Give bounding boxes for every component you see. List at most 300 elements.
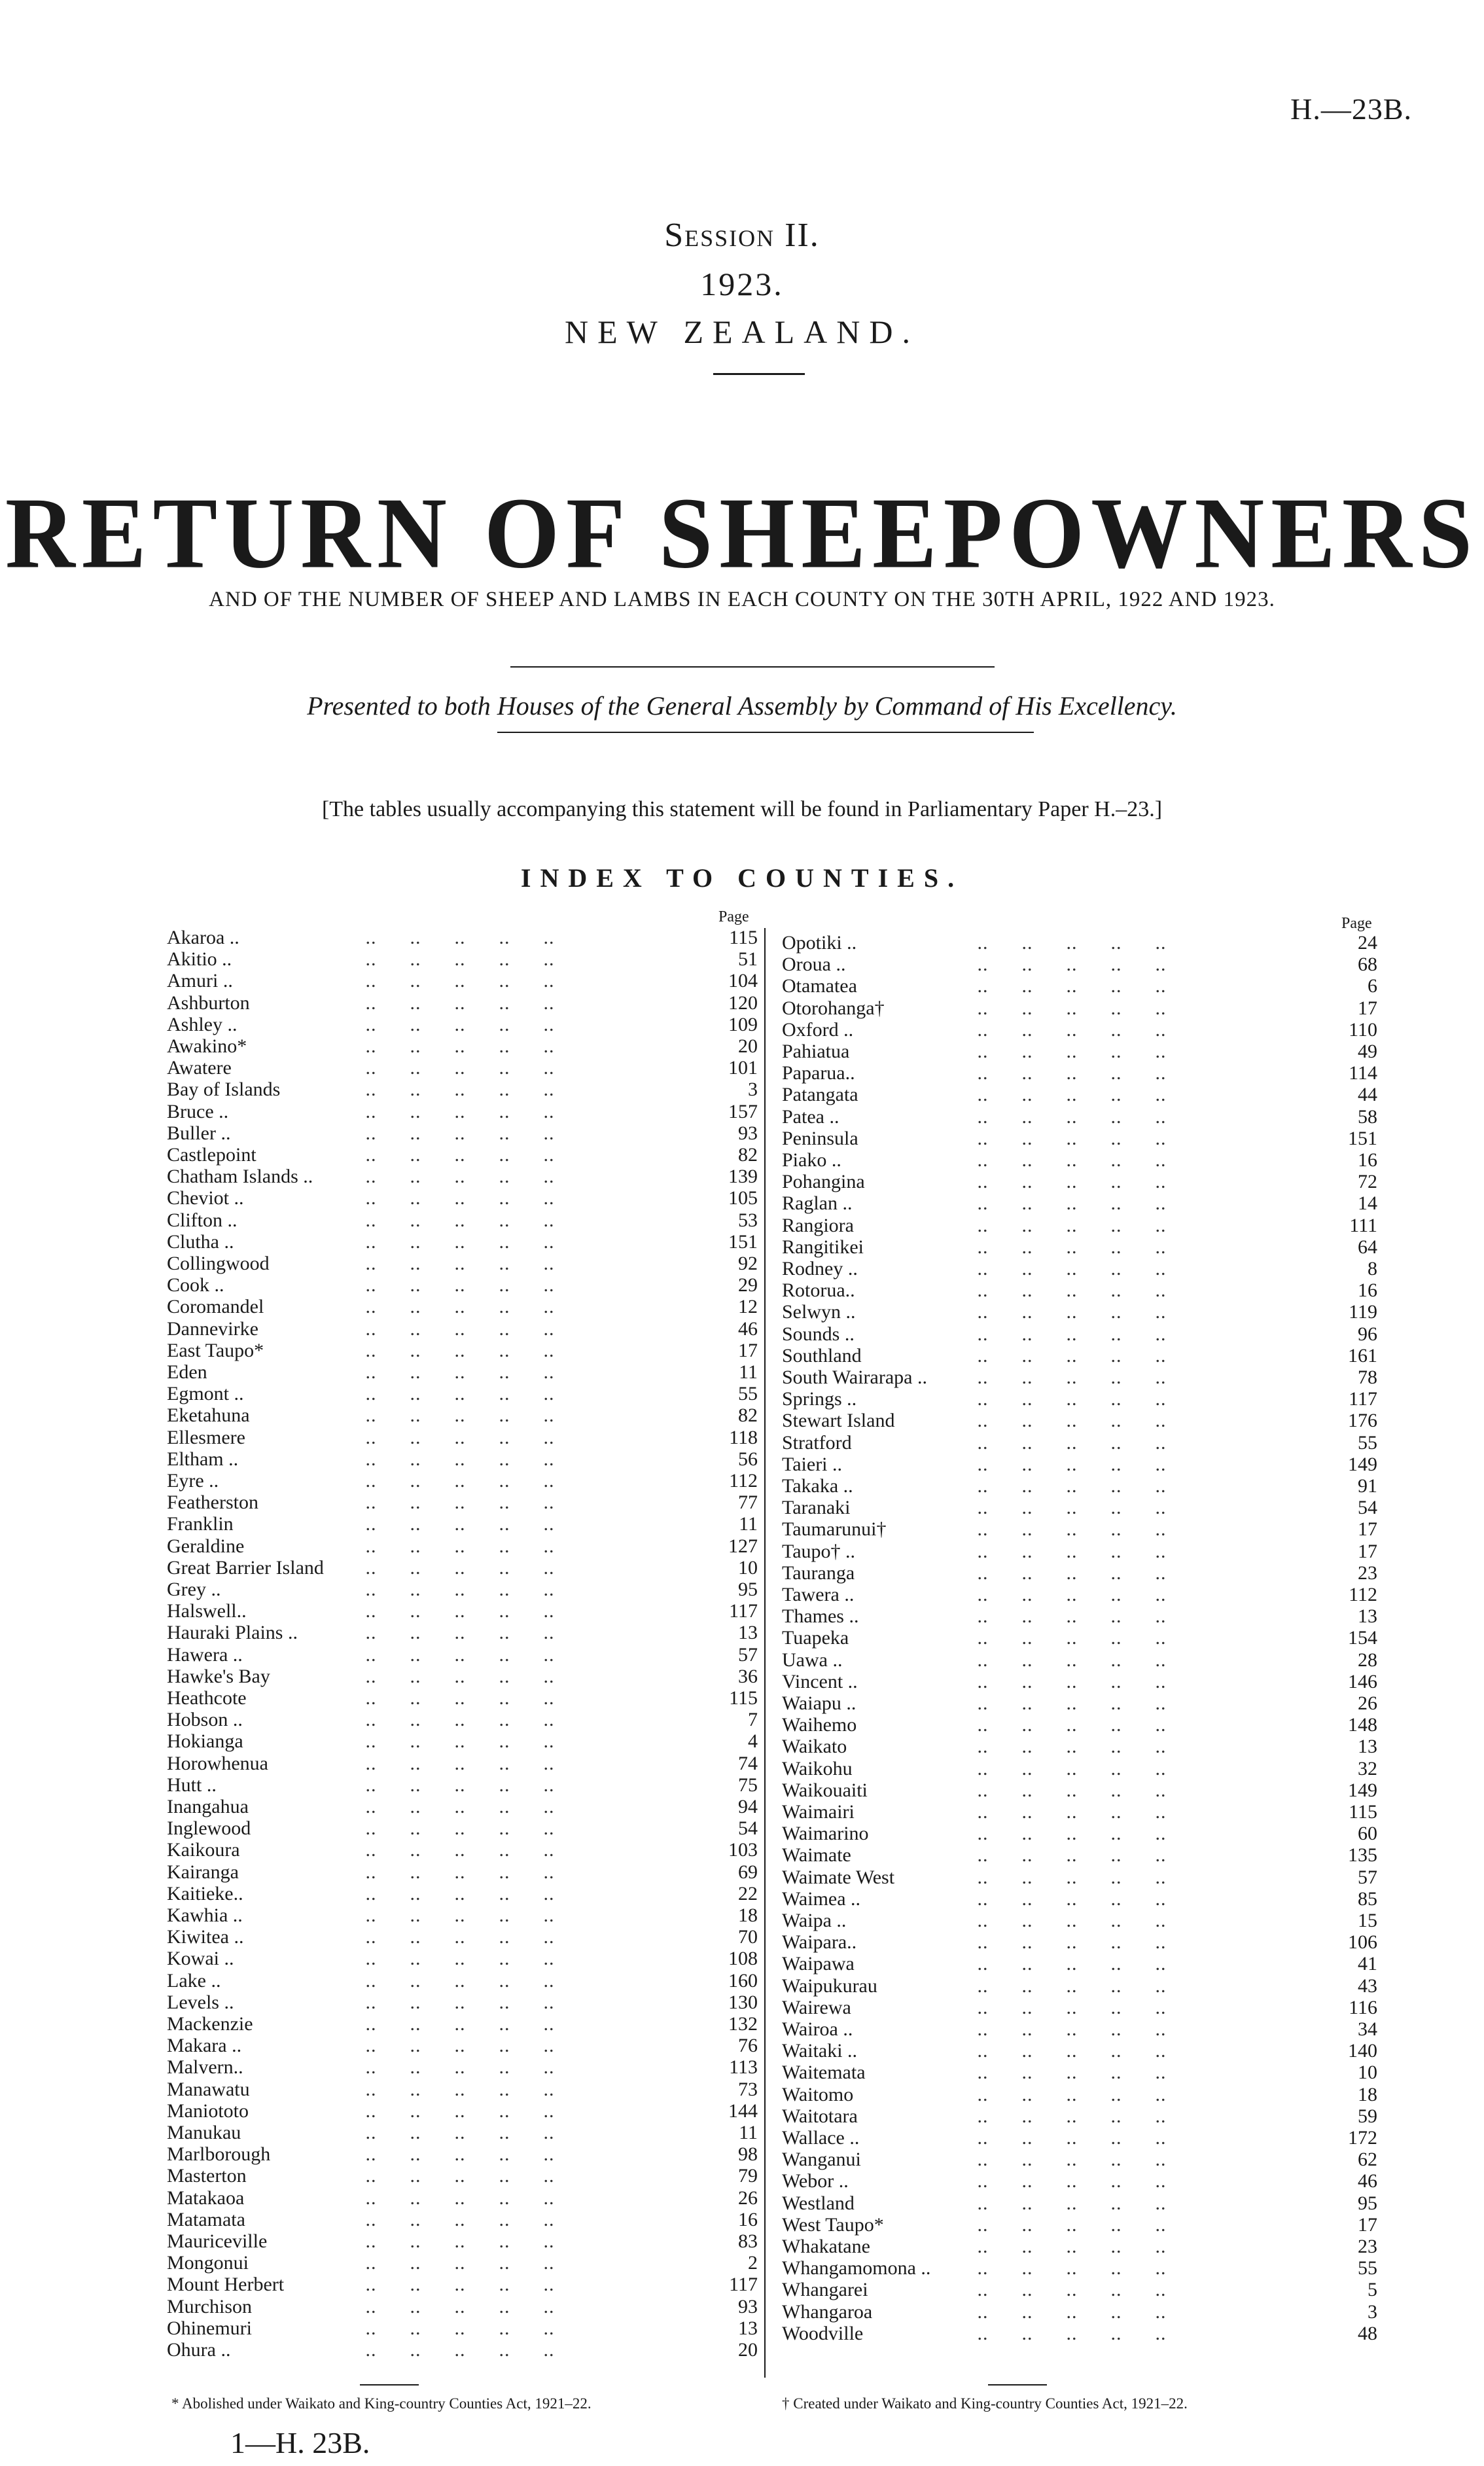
county-entry [782,1301,1384,1323]
leader-dots: .. .. .. .. .. [360,2339,555,2361]
county-name: Halswell.. [167,1600,247,1622]
county-name: Thames .. [782,1605,859,1628]
county-page-number: 6 [1368,975,1377,997]
county-entry [167,2317,764,2339]
leader-dots: .. .. .. .. .. [972,2300,1167,2323]
county-page-number: 20 [738,2339,758,2361]
leader-dots: .. .. .. .. .. [972,2083,1167,2105]
county-entry [167,2143,764,2165]
county-page-number: 46 [738,1317,758,1340]
county-page-number: 53 [738,1209,758,1231]
county-page-number: 2 [748,2252,758,2274]
leader-dots: .. .. .. .. .. [972,1975,1167,1997]
county-entry [782,1671,1384,1692]
page-column-header-left: Page [718,908,749,925]
leader-dots: .. .. .. .. .. [972,2213,1167,2236]
leader-dots: .. .. .. .. .. [972,1996,1167,2018]
leader-dots: .. .. .. .. .. [360,1752,555,1774]
leader-dots: .. .. .. .. .. [972,1127,1167,1149]
county-page-number: 108 [728,1948,758,1970]
leader-dots: .. .. .. .. .. [972,1084,1167,1106]
county-name: Ashley .. [167,1013,238,1035]
county-entry [782,1215,1384,1236]
county-page-number: 74 [738,1752,758,1774]
leader-dots: .. .. .. .. .. [972,2322,1167,2344]
county-entry [782,2062,1384,2083]
county-page-number: 140 [1348,2040,1377,2062]
leader-dots: .. .. .. .. .. [972,1388,1167,1410]
leader-dots: .. .. .. .. .. [972,1953,1167,1975]
county-entry [167,1187,764,1209]
county-page-number: 146 [1348,1670,1377,1692]
county-entry [167,1035,764,1057]
county-name: Horowhenua [167,1752,268,1774]
county-name: Wanganui [782,2149,861,2171]
county-name: Tauranga [782,1562,855,1584]
leader-dots: .. .. .. .. .. [972,1714,1167,1736]
county-name: Paparua.. [782,1062,855,1084]
county-entry [782,1041,1384,1062]
county-entry [782,1562,1384,1584]
county-name: Masterton [167,2165,247,2187]
leader-dots: .. .. .. .. .. [972,1041,1167,1062]
leader-dots: .. .. .. .. .. [360,1861,555,1883]
county-page-number: 49 [1358,1041,1377,1062]
leader-dots: .. .. .. .. .. [360,1622,555,1644]
leader-dots: .. .. .. .. .. [360,1187,555,1209]
county-entry [782,1367,1384,1388]
leader-dots: .. .. .. .. .. [360,1579,555,1600]
county-page-number: 54 [1358,1497,1377,1519]
leader-dots: .. .. .. .. .. [972,2279,1167,2301]
county-page-number: 95 [738,1579,758,1600]
leader-dots: .. .. .. .. .. [360,1166,555,1188]
county-name: East Taupo* [167,1339,264,1361]
county-page-number: 34 [1358,2018,1377,2040]
county-entry [782,1975,1384,1997]
county-name: Patea .. [782,1105,839,1128]
county-name: Otorohanga† [782,997,885,1019]
county-name: West Taupo* [782,2213,884,2236]
county-page-number: 3 [1368,2300,1377,2323]
leader-dots: .. .. .. .. .. [972,2192,1167,2214]
county-entry [167,2056,764,2078]
county-name: Hutt .. [167,1774,217,1796]
leader-dots: .. .. .. .. .. [360,1665,555,1687]
leader-dots: .. .. .. .. .. [972,1584,1167,1605]
county-page-number: 132 [728,2013,758,2035]
county-page-number: 23 [1358,1562,1377,1584]
leader-dots: .. .. .. .. .. [360,948,555,971]
county-entry [167,1774,764,1796]
county-entry [782,2323,1384,2344]
county-entry [167,1470,764,1492]
county-name: Waimate [782,1844,851,1867]
leader-dots: .. .. .. .. .. [360,1492,555,1514]
leader-dots: .. .. .. .. .. [360,1643,555,1666]
index-heading: INDEX TO COUNTIES. [520,863,964,893]
leader-dots: .. .. .. .. .. [360,1144,555,1166]
county-page-number: 115 [729,927,758,948]
county-page-number: 98 [738,2143,758,2166]
county-entry [167,1622,764,1643]
leader-dots: .. .. .. .. .. [972,932,1167,954]
leader-dots: .. .. .. .. .. [972,2149,1167,2171]
county-page-number: 11 [739,2122,758,2143]
county-entry [782,2170,1384,2192]
county-page-number: 60 [1358,1823,1377,1845]
leader-dots: .. .. .. .. .. [972,1518,1167,1541]
county-entry [782,997,1384,1019]
leader-dots: .. .. .. .. .. [972,1367,1167,1388]
county-entry [782,1714,1384,1736]
county-entry [167,1992,764,2013]
county-page-number: 103 [728,1839,758,1861]
county-page-number: 17 [738,1339,758,1361]
county-page-number: 172 [1348,2127,1377,2149]
county-page-number: 115 [1349,1801,1377,1823]
county-name: Akaroa .. [167,927,239,948]
county-page-number: 17 [1358,1540,1377,1562]
county-name: Chatham Islands .. [167,1166,313,1188]
county-name: Pohangina [782,1171,865,1193]
county-entry [167,1666,764,1687]
county-page-number: 26 [1358,1692,1377,1714]
leader-dots: .. .. .. .. .. [972,1018,1167,1041]
county-name: Stratford [782,1431,852,1454]
county-name: Bruce .. [167,1100,229,1122]
county-entry [167,1144,764,1166]
divider-rule [497,732,1034,733]
county-page-number: 3 [748,1079,758,1101]
county-page-number: 79 [738,2165,758,2187]
county-entry [782,1084,1384,1105]
county-name: Tuapeka [782,1627,849,1649]
leader-dots: .. .. .. .. .. [972,1431,1167,1454]
county-name: Makara .. [167,2035,242,2057]
leader-dots: .. .. .. .. .. [972,1562,1167,1584]
county-page-number: 26 [738,2187,758,2209]
county-name: Waipawa [782,1953,855,1975]
county-name: Manawatu [167,2078,250,2100]
leader-dots: .. .. .. .. .. [360,2056,555,2079]
county-page-number: 93 [738,2295,758,2317]
county-page-number: 112 [1349,1584,1377,1605]
leader-dots: .. .. .. .. .. [360,1882,555,1904]
county-page-number: 41 [1358,1953,1377,1975]
session-label: Session II. [664,217,820,254]
leader-dots: .. .. .. .. .. [360,1035,555,1057]
county-entry [782,1128,1384,1149]
county-name: Rodney .. [782,1258,858,1279]
leader-dots: .. .. .. .. .. [360,2165,555,2187]
leader-dots: .. .. .. .. .. [360,2230,555,2252]
county-page-number: 58 [1358,1105,1377,1128]
leader-dots: .. .. .. .. .. [972,1866,1167,1888]
county-name: Maniototo [167,2100,249,2122]
county-name: Rangitikei [782,1236,864,1258]
county-page-number: 149 [1348,1779,1377,1801]
county-page-number: 20 [738,1035,758,1057]
leader-dots: .. .. .. .. .. [360,2035,555,2057]
county-name: Manukau [167,2122,241,2143]
county-page-number: 160 [728,1969,758,1992]
county-page-number: 24 [1358,932,1377,954]
county-page-number: 46 [1358,2170,1377,2192]
county-page-number: 96 [1358,1323,1377,1345]
county-page-number: 75 [738,1774,758,1796]
county-page-number: 11 [739,1361,758,1383]
county-page-number: 57 [738,1643,758,1666]
county-entry [167,1231,764,1253]
county-name: Taieri .. [782,1453,843,1475]
page-column-header-right: Page [1341,915,1372,932]
county-page-number: 17 [1358,2213,1377,2236]
county-page-number: 18 [738,1904,758,1926]
leader-dots: .. .. .. .. .. [972,997,1167,1019]
county-entry [782,2149,1384,2170]
leader-dots: .. .. .. .. .. [972,2062,1167,2084]
county-name: Takaka .. [782,1475,853,1497]
county-page-number: 104 [728,970,758,992]
county-entry [782,2192,1384,2214]
county-name: Marlborough [167,2143,271,2166]
leader-dots: .. .. .. .. .. [972,1192,1167,1215]
county-name: Clifton .. [167,1209,238,1231]
county-entry [167,1796,764,1817]
footnote-created: † Created under Waikato and King-country Counties Act, 1921–22. [782,2395,1188,2412]
county-page-number: 149 [1348,1453,1377,1475]
county-name: Eketahuna [167,1404,250,1427]
leader-dots: .. .. .. .. .. [360,1339,555,1361]
county-entry [782,1323,1384,1345]
leader-dots: .. .. .. .. .. [360,970,555,992]
leader-dots: .. .. .. .. .. [360,992,555,1014]
leader-dots: .. .. .. .. .. [972,1323,1167,1345]
county-entry [782,975,1384,997]
county-page-number: 76 [738,2035,758,2057]
county-entry [782,1736,1384,1757]
county-name: Rotorua.. [782,1279,855,1302]
leader-dots: .. .. .. .. .. [360,1774,555,1796]
county-page-number: 22 [738,1882,758,1904]
county-page-number: 176 [1348,1410,1377,1432]
county-page-number: 44 [1358,1084,1377,1106]
county-entry [167,1730,764,1752]
county-name: Piako .. [782,1149,841,1171]
county-name: Mount Herbert [167,2274,285,2296]
leader-dots: .. .. .. .. .. [360,2013,555,2035]
county-name: Taranaki [782,1497,851,1519]
county-entry [167,2035,764,2056]
county-name: Kaikoura [167,1839,240,1861]
county-name: Hawera .. [167,1643,243,1666]
county-entry [167,1492,764,1513]
county-name: Collingwood [167,1253,270,1274]
county-name: Waimarino [782,1823,869,1845]
county-name: Wairoa .. [782,2018,853,2040]
county-page-number: 68 [1358,954,1377,976]
leader-dots: .. .. .. .. .. [972,1475,1167,1497]
leader-dots: .. .. .. .. .. [972,1105,1167,1128]
leader-dots: .. .. .. .. .. [360,1513,555,1535]
county-page-number: 109 [728,1013,758,1035]
leader-dots: .. .. .. .. .. [972,1344,1167,1367]
county-name: Uawa .. [782,1649,843,1671]
county-page-number: 113 [729,2056,758,2079]
county-name: Matamata [167,2208,245,2230]
county-page-number: 116 [1349,1996,1377,2018]
county-entry [167,1404,764,1426]
county-page-number: 55 [1358,2257,1377,2279]
county-name: Geraldine [167,1535,245,1557]
leader-dots: .. .. .. .. .. [360,927,555,948]
leader-dots: .. .. .. .. .. [360,1361,555,1383]
leader-dots: .. .. .. .. .. [972,1149,1167,1171]
county-name: Waimairi [782,1801,855,1823]
county-name: Whangaroa [782,2300,873,2323]
county-name: Ohinemuri [167,2317,252,2339]
county-page-number: 57 [1358,1866,1377,1888]
county-entry [782,2018,1384,2040]
leader-dots: .. .. .. .. .. [972,1692,1167,1714]
county-name: Bay of Islands [167,1079,281,1101]
county-name: Malvern.. [167,2056,243,2079]
county-name: Eyre .. [167,1470,219,1492]
leader-dots: .. .. .. .. .. [972,1779,1167,1801]
county-page-number: 148 [1348,1714,1377,1736]
leader-dots: .. .. .. .. .. [360,1969,555,1992]
county-name: Waiapu .. [782,1692,857,1714]
county-page-number: 17 [1358,997,1377,1019]
county-name: Murchison [167,2295,252,2317]
county-entry [167,1253,764,1274]
county-name: Wallace .. [782,2127,860,2149]
county-page-number: 139 [728,1166,758,1188]
leader-dots: .. .. .. .. .. [972,1887,1167,1910]
county-name: Waitomo [782,2083,854,2105]
leader-dots: .. .. .. .. .. [972,1236,1167,1258]
leader-dots: .. .. .. .. .. [360,1253,555,1274]
county-name: Pahiatua [782,1041,850,1062]
county-page-number: 10 [738,1556,758,1579]
county-entry [782,1236,1384,1258]
county-entry [167,1753,764,1774]
county-name: Oxford .. [782,1018,854,1041]
county-page-number: 12 [738,1296,758,1318]
county-entry [167,1057,764,1079]
county-entry [167,2209,764,2230]
county-name: Kaitieke.. [167,1882,243,1904]
county-name: Hokianga [167,1730,243,1753]
leader-dots: .. .. .. .. .. [360,1556,555,1579]
leader-dots: .. .. .. .. .. [360,2208,555,2230]
county-name: Opotiki .. [782,932,857,954]
county-name: Mongonui [167,2252,249,2274]
leader-dots: .. .. .. .. .. [360,1230,555,1253]
leader-dots: .. .. .. .. .. [972,1540,1167,1562]
leader-dots: .. .. .. .. .. [360,1079,555,1101]
county-page-number: 105 [728,1187,758,1209]
county-name: Coromandel [167,1296,264,1318]
leader-dots: .. .. .. .. .. [972,2105,1167,2127]
county-page-number: 7 [748,1709,758,1731]
county-name: Rangiora [782,1214,854,1236]
leader-dots: .. .. .. .. .. [360,1817,555,1840]
county-entry [782,1149,1384,1171]
document-subtitle: AND OF THE NUMBER OF SHEEP AND LAMBS IN EACH COUNTY ON THE 30TH APRIL, 1922 AND 1923. [209,588,1275,611]
county-entry [782,2236,1384,2257]
county-entry [167,1383,764,1404]
county-page-number: 92 [738,1253,758,1274]
county-page-number: 64 [1358,1236,1377,1258]
tables-note: [The tables usually accompanying this statement will be found in Parliamentary Paper H.–23.] [321,797,1163,821]
leader-dots: .. .. .. .. .. [360,1796,555,1817]
leader-dots: .. .. .. .. .. [972,1214,1167,1236]
leader-dots: .. .. .. .. .. [360,2274,555,2296]
county-page-number: 15 [1358,1910,1377,1931]
county-page-number: 23 [1358,2236,1377,2257]
county-page-number: 51 [738,948,758,971]
leader-dots: .. .. .. .. .. [972,1627,1167,1649]
county-entry [782,1410,1384,1431]
county-name: Waipara.. [782,1931,857,1954]
leader-dots: .. .. .. .. .. [972,1649,1167,1671]
leader-dots: .. .. .. .. .. [360,1404,555,1427]
leader-dots: .. .. .. .. .. [972,1670,1167,1692]
county-page-number: 28 [1358,1649,1377,1671]
county-page-number: 91 [1358,1475,1377,1497]
county-name: Cook .. [167,1274,224,1296]
divider-rule [360,2384,419,2386]
county-page-number: 117 [1349,1388,1377,1410]
county-page-number: 115 [729,1687,758,1709]
county-entry [167,1687,764,1709]
county-name: Clutha .. [167,1230,234,1253]
county-entry [167,1340,764,1361]
leader-dots: .. .. .. .. .. [972,1844,1167,1867]
county-page-number: 106 [1348,1931,1377,1954]
county-entry [782,1997,1384,2018]
county-name: Waihemo [782,1714,857,1736]
county-name: Cheviot .. [167,1187,244,1209]
leader-dots: .. .. .. .. .. [360,2187,555,2209]
county-name: Awatere [167,1057,232,1079]
county-page-number: 16 [1358,1279,1377,1302]
presented-statement: Presented to both Houses of the General Assembly by Command of His Excellency. [307,691,1177,721]
leader-dots: .. .. .. .. .. [972,1171,1167,1193]
leader-dots: .. .. .. .. .. [972,1910,1167,1931]
county-name: Whangarei [782,2279,868,2301]
county-name: Ashburton [167,992,250,1014]
county-entry [782,2084,1384,2105]
county-name: Lake .. [167,1969,221,1992]
county-page-number: 11 [739,1513,758,1535]
county-entry [167,1513,764,1535]
county-name: Heathcote [167,1687,247,1709]
county-page-number: 43 [1358,1975,1377,1997]
county-entry [782,1888,1384,1910]
county-page-number: 94 [738,1796,758,1817]
county-name: Castlepoint [167,1144,256,1166]
county-page-number: 10 [1358,2062,1377,2084]
county-name: Ohura .. [167,2339,231,2361]
county-name: Kiwitea .. [167,1926,244,1948]
county-page-number: 101 [728,1057,758,1079]
county-page-number: 119 [1349,1301,1377,1323]
county-entry [782,1388,1384,1410]
county-name: Hobson .. [167,1709,243,1731]
